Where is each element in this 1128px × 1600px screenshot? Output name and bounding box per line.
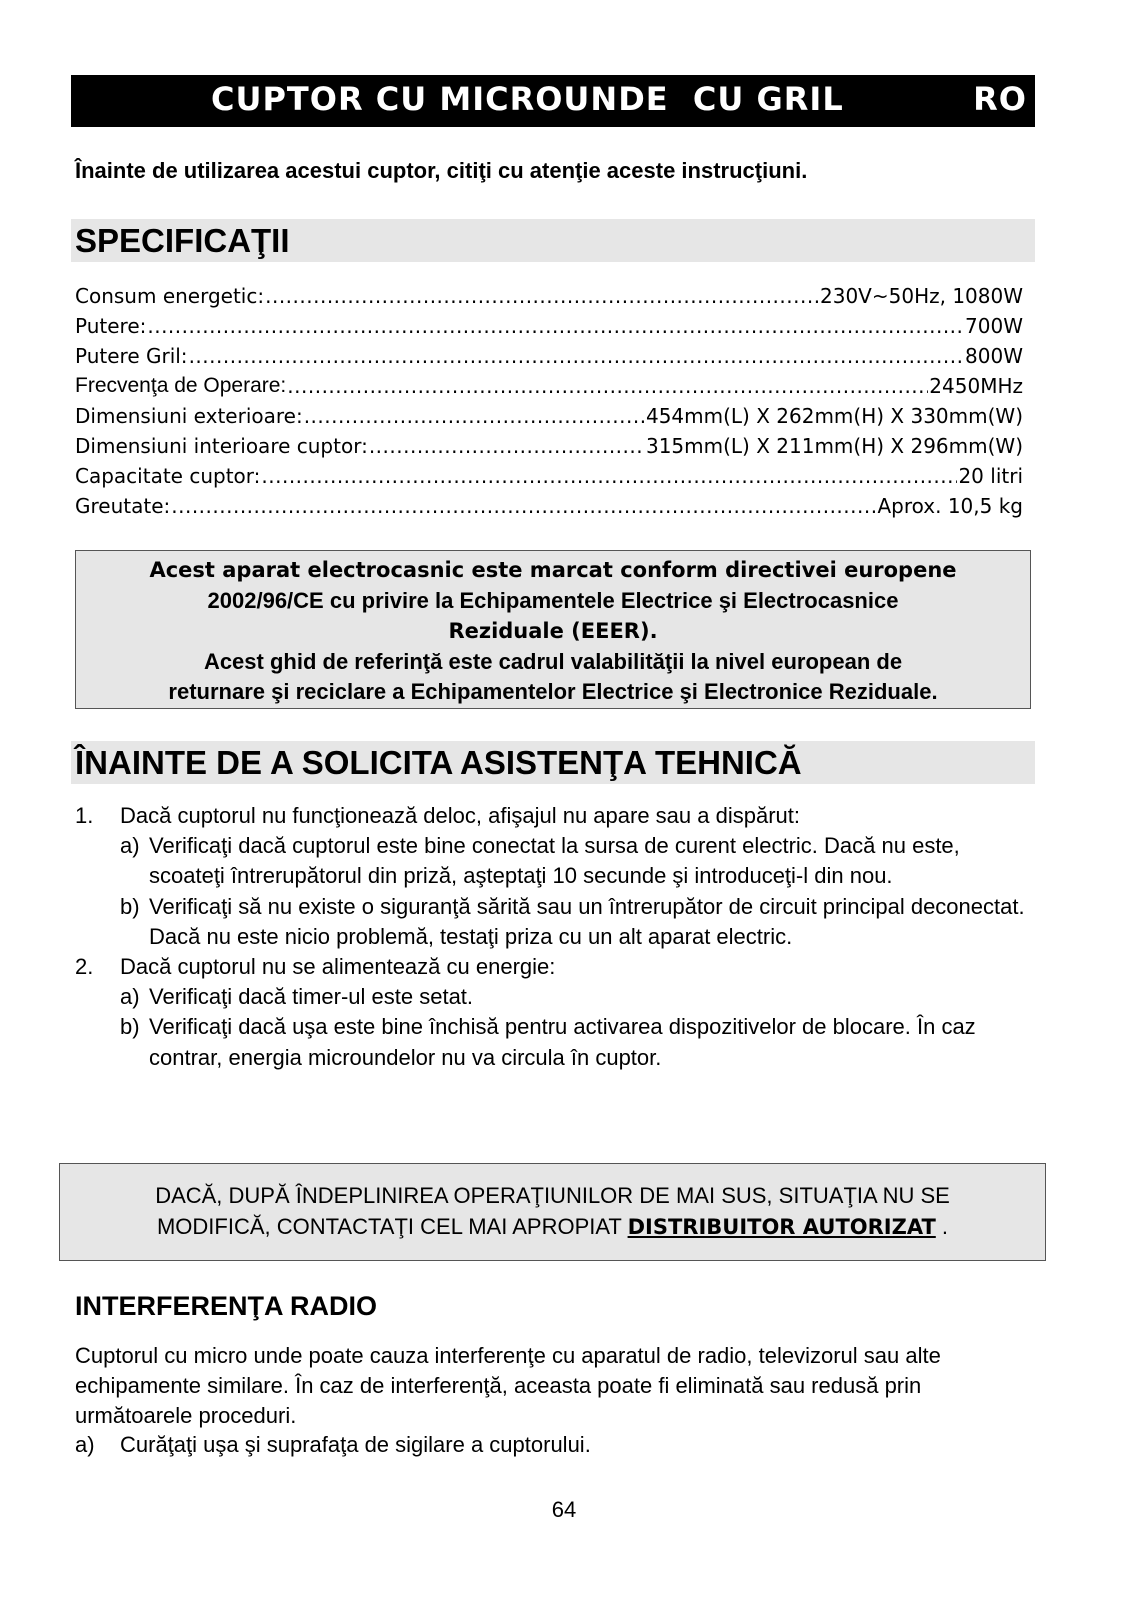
spec-row [75, 311, 1023, 341]
weee-line: Acest aparat electrocasnic este marcat conform directivei europene [149, 558, 957, 582]
spec-row [75, 461, 1023, 491]
spec-label: Putere Gril: [75, 344, 188, 368]
sub-item [120, 1012, 1035, 1072]
spec-value: 2450MHz [929, 374, 1023, 398]
radio-item-label: a) [75, 1432, 95, 1457]
specifications-list [75, 281, 1023, 521]
page-number: 64 [551, 1497, 577, 1522]
spec-row [75, 491, 1023, 521]
intro-text: Înainte de utilizarea acestui cuptor, citiţi cu atenţie aceste instrucţiuni. [75, 158, 808, 183]
radio-interference-heading: INTERFERENŢA RADIO [75, 1291, 377, 1321]
dealer-notice-line [60, 1212, 1045, 1243]
item-number: 2. [75, 954, 94, 980]
radio-interference-text: Cuptorul cu micro unde poate cauza interferenţe cu aparatul de radio, televizorul sau alte echipamente similare. În caz de interferenţă, aceasta poate fi eliminată sau redusă prin următoarele proceduri. [75, 1343, 941, 1429]
item-text: Dacă cuptorul nu se alimentează cu energie: [120, 954, 556, 980]
troubleshooting-list [75, 801, 1035, 1073]
spec-value: 700W [965, 314, 1023, 338]
sub-item-label: b) [120, 1014, 140, 1040]
sub-item-label: b) [120, 893, 140, 919]
dealer-notice-line: DACĂ, DUPĂ ÎNDEPLINIREA OPERAŢIUNILOR DE MAI SUS, SITUAŢIA NU SE [155, 1183, 950, 1208]
radio-list-item [75, 1432, 591, 1458]
sub-item-label: a) [120, 833, 140, 859]
spec-row [75, 431, 1023, 461]
dealer-notice-box [59, 1163, 1046, 1261]
sub-item [120, 982, 1035, 1012]
spec-label: Dimensiuni interioare cuptor: [75, 434, 368, 458]
spec-row [75, 371, 1023, 401]
sub-item-text: Verificaţi dacă timer-ul este setat. [149, 984, 474, 1010]
sub-item-text: Verificaţi dacă cuptorul este bine conectat la sursa de curent electric. Dacă nu este, scoateţi întrerupătorul din priză, aşteptaţi 10 secunde şi introduceţi-l din nou. [149, 833, 960, 889]
authorized-dealer-text: DISTRIBUITOR AUTORIZAT [627, 1214, 936, 1239]
list-item [75, 952, 1035, 982]
spec-label: Capacitate cuptor: [75, 464, 261, 488]
spec-value: 800W [965, 344, 1023, 368]
spec-value: 230V~50Hz, 1080W [820, 284, 1023, 308]
language-code: RO [973, 80, 1027, 118]
weee-line: 2002/96/CE cu privire la Echipamentele Electrice şi Electrocasnice [207, 587, 899, 613]
spec-label: Dimensiuni exterioare: [75, 404, 303, 428]
weee-line: returnare şi reciclare a Echipamentelor Electrice şi Electronice Reziduale. [168, 679, 938, 704]
spec-value: 20 litri [958, 464, 1023, 488]
weee-line: Reziduale (EEER). [448, 619, 658, 643]
radio-item-text: Curăţaţi uşa şi suprafaţa de sigilare a cuptorului. [120, 1432, 591, 1457]
spec-label: Putere: [75, 314, 147, 338]
page-title: CUPTOR CU MICROUNDE CU GRIL [211, 80, 844, 118]
spec-value: 315mm(L) X 211mm(H) X 296mm(W) [645, 434, 1023, 458]
spec-row [75, 401, 1023, 431]
spec-value: Aprox. 10,5 kg [877, 494, 1023, 518]
spec-label: Frecvenţa de Operare: [75, 374, 287, 397]
troubleshooting-heading: ÎNAINTE DE A SOLICITA ASISTENŢA TEHNICĂ [71, 741, 1035, 784]
item-number: 1. [75, 803, 94, 828]
spec-row [75, 341, 1023, 371]
sub-item [120, 892, 1035, 952]
sub-item [120, 831, 1035, 891]
item-text: Dacă cuptorul nu funcţionează deloc, afişajul nu apare sau a dispărut: [120, 803, 800, 828]
specifications-heading: SPECIFICAŢII [71, 219, 1035, 262]
dealer-notice-prefix: MODIFICĂ, CONTACTAŢI CEL MAI APROPIAT [156, 1213, 622, 1239]
spec-row [75, 281, 1023, 311]
sub-item-text: Verificaţi dacă uşa este bine închisă pentru activarea dispozitivelor de blocare. În caz contrar, energia microundelor nu va circula în cuptor. [149, 1014, 976, 1070]
spec-value: 454mm(L) X 262mm(H) X 330mm(W) [645, 404, 1023, 428]
list-item [75, 801, 1035, 831]
sub-item-text: Verificaţi să nu existe o siguranţă sărită sau un întrerupător de circuit principal deconectat. Dacă nu este nicio problemă, testaţi priza cu un alt aparat electric. [149, 893, 1025, 949]
weee-notice-box [75, 550, 1031, 709]
weee-line: Acest ghid de referinţă este cadrul valabilităţii la nivel european de [203, 648, 903, 674]
title-bar [71, 75, 1035, 127]
sub-item-label: a) [120, 984, 140, 1010]
spec-label: Greutate: [75, 494, 171, 518]
spec-label: Consum energetic: [75, 284, 265, 308]
dealer-notice-suffix: . [941, 1213, 949, 1239]
